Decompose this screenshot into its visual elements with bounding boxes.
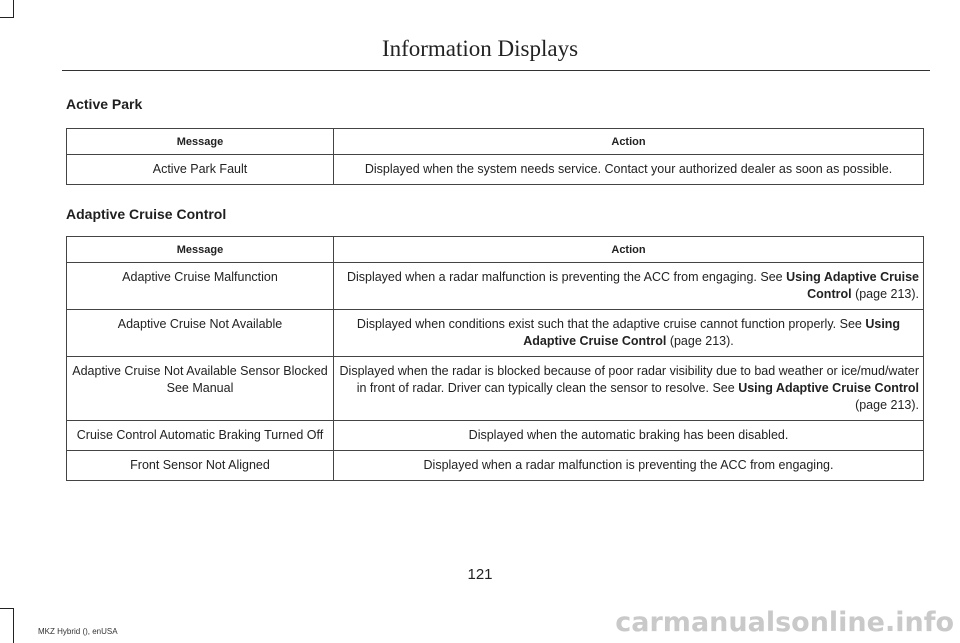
message-cell: Front Sensor Not Aligned [67, 451, 334, 481]
section-title-active-park: Active Park [66, 96, 143, 112]
crop-mark-bottom-left-v [13, 608, 14, 643]
table-row [67, 155, 924, 185]
column-header-message: Message [67, 129, 334, 155]
page-header-title: Information Displays [381, 36, 579, 61]
crop-mark-top-left-v [13, 0, 14, 18]
action-cell [334, 421, 924, 451]
column-header-action: Action [334, 129, 924, 155]
crop-mark-bottom-left-h [0, 608, 14, 609]
watermark: carmanualsonline.info [615, 607, 954, 638]
column-header-message: Message [67, 237, 334, 263]
table-header-row [67, 129, 924, 155]
action-text: Displayed when a radar malfunction is preventing the ACC from engaging. See [346, 270, 783, 284]
message-cell: Adaptive Cruise Malfunction [67, 263, 334, 310]
action-text: Displayed when the automatic braking has been disabled. [468, 428, 789, 442]
action-cell [334, 263, 924, 310]
message-cell: Cruise Control Automatic Braking Turned Off [67, 421, 334, 451]
table-row [67, 263, 924, 310]
page-reference: (page 213). [855, 287, 919, 301]
cross-reference-link[interactable]: Using Adaptive Cruise Control [786, 270, 919, 301]
action-text: Displayed when the system needs service. Contact your authorized dealer as soon as possible. [364, 162, 893, 176]
action-cell [334, 451, 924, 481]
action-cell [334, 310, 924, 357]
action-text: Displayed when the radar is blocked because of poor radar visibility due to bad weather or ice/mud/water in front of radar. Driver can typically clean the sensor to resolve. See [339, 364, 919, 395]
cross-reference-link[interactable]: Using Adaptive Cruise Control [523, 317, 901, 348]
action-cell [334, 155, 924, 185]
action-cell [334, 357, 924, 421]
table-row [67, 357, 924, 421]
page-reference: (page 213). [855, 398, 919, 412]
footer-text: MKZ Hybrid (), enUSA [38, 627, 118, 636]
page-number: 121 [467, 566, 493, 583]
adaptive-cruise-table [66, 236, 924, 481]
cross-reference-link[interactable]: Using Adaptive Cruise Control [738, 381, 919, 395]
header-rule [62, 70, 930, 71]
table-row [67, 451, 924, 481]
column-header-action: Action [334, 237, 924, 263]
page-reference: (page 213). [669, 334, 734, 348]
action-text: Displayed when conditions exist such that the adaptive cruise cannot function properly. See [356, 317, 862, 331]
section-title-adaptive-cruise-control: Adaptive Cruise Control [66, 206, 227, 222]
active-park-table [66, 128, 924, 185]
message-cell: Adaptive Cruise Not Available Sensor Blocked See Manual [67, 357, 334, 421]
crop-mark-top-left-h [0, 17, 14, 18]
table-row [67, 310, 924, 357]
message-cell: Active Park Fault [67, 155, 334, 185]
action-text: Displayed when a radar malfunction is preventing the ACC from engaging. [423, 458, 834, 472]
message-cell: Adaptive Cruise Not Available [67, 310, 334, 357]
table-header-row [67, 237, 924, 263]
table-row [67, 421, 924, 451]
